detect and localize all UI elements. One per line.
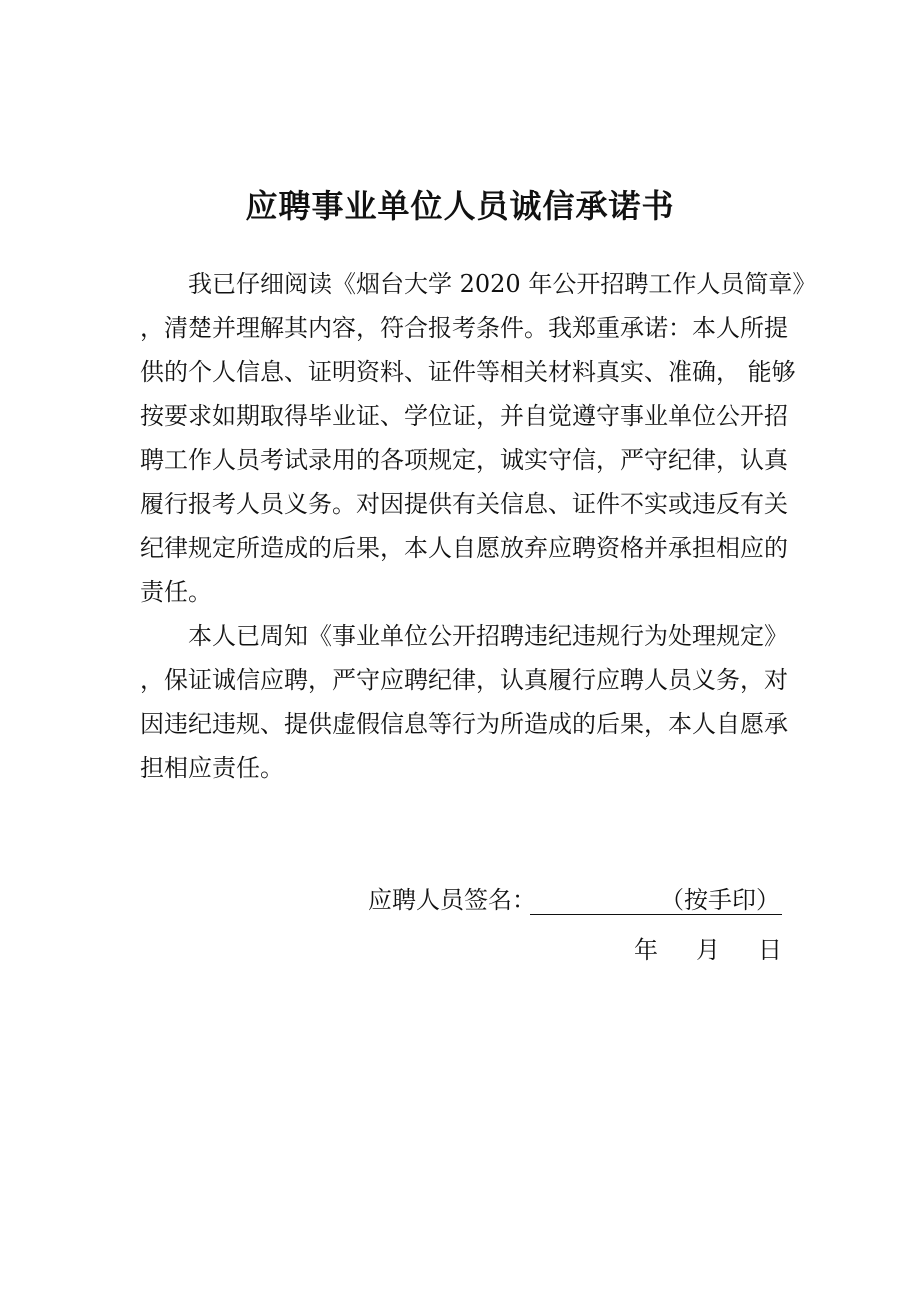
paragraph-1-line-5: 聘工作人员考试录用的各项规定，诚实守信，严守纪律，认真 (140, 446, 788, 474)
date-month-label: 月 (696, 936, 720, 964)
paragraph-2-line-4: 担相应责任。 (140, 754, 284, 782)
commitment-paragraph-1 (140, 262, 817, 614)
date-row (632, 928, 782, 972)
paragraph-2-line-1: 本人已周知《事业单位公开招聘违纪违规行为处理规定》 (188, 622, 788, 650)
paragraph-1-line-2: ，清楚并理解其内容，符合报考条件。我郑重承诺：本人所提 (140, 314, 788, 342)
date-year-label: 年 (634, 936, 658, 964)
paragraph-1-line-3: 供的个人信息、证明资料、证件等相关材料真实、准确， 能够 (140, 358, 796, 386)
paragraph-2-line-3: 因违纪违规、提供虚假信息等行为所造成的后果，本人自愿承 (140, 710, 788, 738)
commitment-paragraph-2 (140, 614, 788, 790)
paragraph-1-line-4: 按要求如期取得毕业证、学位证，并自觉遵守事业单位公开招 (140, 402, 788, 430)
paragraph-1-line-7: 纪律规定所造成的后果，本人自愿放弃应聘资格并承担相应的 (140, 534, 788, 562)
paragraph-1-line-8: 责任。 (140, 578, 212, 606)
signature-row (368, 878, 782, 922)
signature-label: 应聘人员签名： (368, 886, 536, 914)
date-day-label: 日 (758, 936, 782, 964)
paragraph-2-line-2: ，保证诚信应聘，严守应聘纪律，认真履行应聘人员义务，对 (140, 666, 788, 694)
paragraph-1-line-1: 我已仔细阅读《烟台大学 2020 年公开招聘工作人员简章》 (188, 270, 817, 298)
document-title: 应聘事业单位人员诚信承诺书 (245, 187, 675, 226)
fingerprint-note: （按手印） (660, 886, 780, 914)
paragraph-1-line-6: 履行报考人员义务。对因提供有关信息、证件不实或违反有关 (140, 490, 788, 518)
